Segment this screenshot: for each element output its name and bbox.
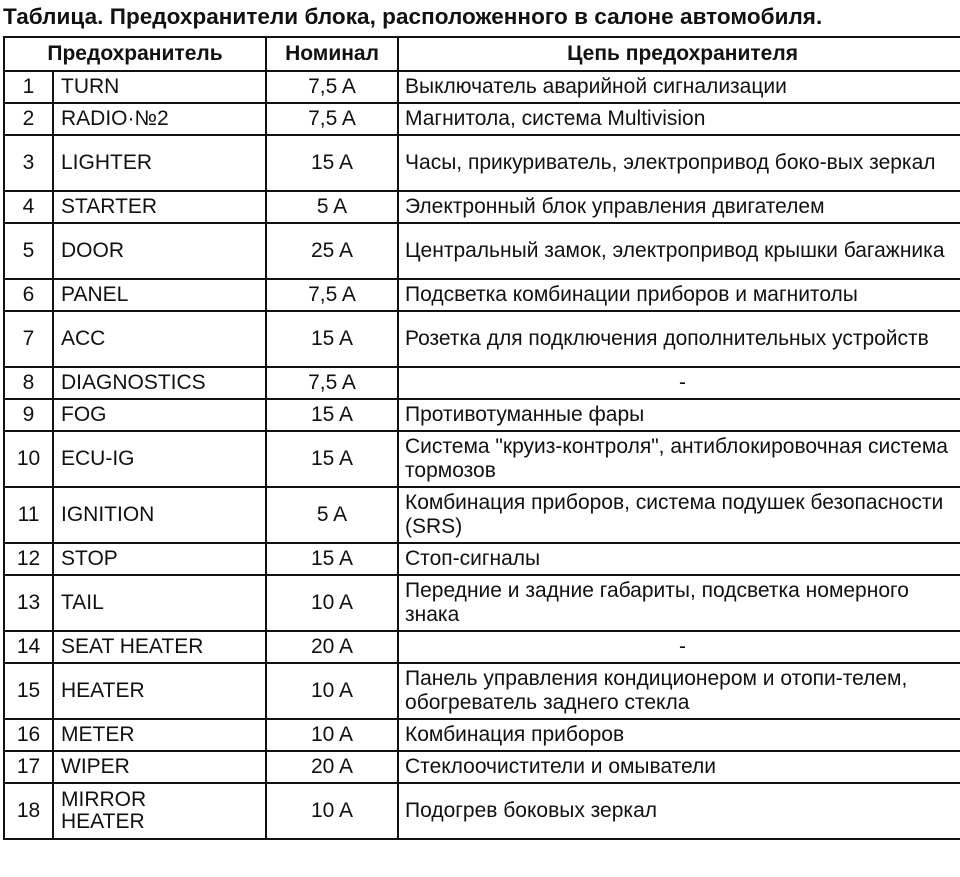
fuse-circuit-cell: Магнитола, система Multivision <box>398 103 960 135</box>
fuse-number-cell: 17 <box>4 751 53 783</box>
table-row <box>4 751 960 783</box>
fuse-name-cell: HEATER <box>53 663 266 719</box>
fuse-number-cell: 8 <box>4 367 53 399</box>
fuse-rating-cell: 7,5 A <box>266 279 398 311</box>
fuse-circuit-cell: Передние и задние габариты, подсветка номерного знака <box>398 575 960 631</box>
fuse-number-cell: 1 <box>4 71 53 103</box>
fuse-name-cell: WIPER <box>53 751 266 783</box>
fuse-name-cell: LIGHTER <box>53 135 266 191</box>
fuse-rating-cell: 10 A <box>266 783 398 839</box>
fuse-circuit-cell: Розетка для подключения дополнительных устройств <box>398 311 960 367</box>
fuse-name-cell: STARTER <box>53 191 266 223</box>
table-row <box>4 487 960 543</box>
fuse-circuit-cell: Комбинация приборов, система подушек безопасности (SRS) <box>398 487 960 543</box>
fuse-rating-cell: 25 A <box>266 223 398 279</box>
table-row <box>4 663 960 719</box>
fuse-rating-cell: 10 A <box>266 663 398 719</box>
fuse-name-cell: RADIO·№2 <box>53 103 266 135</box>
fuse-circuit-cell: Выключатель аварийной сигнализации <box>398 71 960 103</box>
fuse-number-cell: 2 <box>4 103 53 135</box>
table-row <box>4 543 960 575</box>
fuse-name-cell: PANEL <box>53 279 266 311</box>
table-row <box>4 631 960 663</box>
fuse-number-cell: 4 <box>4 191 53 223</box>
fuse-rating-cell: 15 A <box>266 135 398 191</box>
fuse-number-cell: 15 <box>4 663 53 719</box>
fuse-number-cell: 13 <box>4 575 53 631</box>
fuse-number-cell: 3 <box>4 135 53 191</box>
fuse-name-cell: TAIL <box>53 575 266 631</box>
fuse-circuit-cell: Подсветка комбинации приборов и магнитолы <box>398 279 960 311</box>
fuse-name-cell: IGNITION <box>53 487 266 543</box>
fuse-name-cell: TURN <box>53 71 266 103</box>
fuse-circuit-cell: Противотуманные фары <box>398 399 960 431</box>
fuse-rating-cell: 5 A <box>266 487 398 543</box>
fuse-name-cell: MIRROR HEATER <box>53 783 266 839</box>
table-row <box>4 103 960 135</box>
fuse-rating-cell: 7,5 A <box>266 103 398 135</box>
fuse-rating-cell: 15 A <box>266 543 398 575</box>
fuse-name-cell: ECU-IG <box>53 431 266 487</box>
fuse-name-cell: STOP <box>53 543 266 575</box>
fuse-number-cell: 14 <box>4 631 53 663</box>
fuse-circuit-cell: - <box>398 367 960 399</box>
table-row <box>4 783 960 839</box>
fuse-number-cell: 9 <box>4 399 53 431</box>
fuse-table <box>3 36 960 840</box>
fuse-circuit-cell: Панель управления кондиционером и отопи-телем, обогреватель заднего стекла <box>398 663 960 719</box>
fuse-circuit-cell: Центральный замок, электропривод крышки багажника <box>398 223 960 279</box>
table-row <box>4 575 960 631</box>
fuse-number-cell: 12 <box>4 543 53 575</box>
table-row <box>4 191 960 223</box>
header-rating: Номинал <box>266 37 398 71</box>
table-row <box>4 367 960 399</box>
fuse-rating-cell: 20 A <box>266 631 398 663</box>
table-row <box>4 311 960 367</box>
table-row <box>4 71 960 103</box>
fuse-circuit-cell: Подогрев боковых зеркал <box>398 783 960 839</box>
fuse-circuit-cell: Часы, прикуриватель, электропривод боко-вых зеркал <box>398 135 960 191</box>
table-header-row <box>4 37 960 71</box>
fuse-number-cell: 18 <box>4 783 53 839</box>
fuse-rating-cell: 7,5 A <box>266 367 398 399</box>
table-row <box>4 135 960 191</box>
fuse-rating-cell: 20 A <box>266 751 398 783</box>
table-row <box>4 279 960 311</box>
fuse-number-cell: 7 <box>4 311 53 367</box>
fuse-rating-cell: 5 A <box>266 191 398 223</box>
fuse-name-cell: METER <box>53 719 266 751</box>
fuse-name-cell: ACC <box>53 311 266 367</box>
fuse-name-cell: FOG <box>53 399 266 431</box>
fuse-rating-cell: 15 A <box>266 431 398 487</box>
fuse-name-cell: DIAGNOSTICS <box>53 367 266 399</box>
table-row <box>4 399 960 431</box>
fuse-number-cell: 5 <box>4 223 53 279</box>
table-row <box>4 223 960 279</box>
fuse-rating-cell: 7,5 A <box>266 71 398 103</box>
fuse-number-cell: 11 <box>4 487 53 543</box>
table-row <box>4 431 960 487</box>
fuse-circuit-cell: Стеклоочистители и омыватели <box>398 751 960 783</box>
fuse-number-cell: 16 <box>4 719 53 751</box>
fuse-number-cell: 10 <box>4 431 53 487</box>
fuse-name-cell: SEAT HEATER <box>53 631 266 663</box>
fuse-rating-cell: 15 A <box>266 311 398 367</box>
fuse-rating-cell: 15 A <box>266 399 398 431</box>
fuse-circuit-cell: Стоп-сигналы <box>398 543 960 575</box>
header-fuse: Предохранитель <box>4 37 266 71</box>
fuse-circuit-cell: - <box>398 631 960 663</box>
fuse-rating-cell: 10 A <box>266 575 398 631</box>
fuse-number-cell: 6 <box>4 279 53 311</box>
fuse-name-cell: DOOR <box>53 223 266 279</box>
table-title: Таблица. Предохранители блока, расположенного в салоне автомобиля. <box>3 4 823 29</box>
fuse-circuit-cell: Электронный блок управления двигателем <box>398 191 960 223</box>
fuse-circuit-cell: Комбинация приборов <box>398 719 960 751</box>
fuse-rating-cell: 10 A <box>266 719 398 751</box>
fuse-circuit-cell: Система "круиз-контроля", антиблокировочная система тормозов <box>398 431 960 487</box>
table-row <box>4 719 960 751</box>
header-circuit: Цепь предохранителя <box>398 37 960 71</box>
